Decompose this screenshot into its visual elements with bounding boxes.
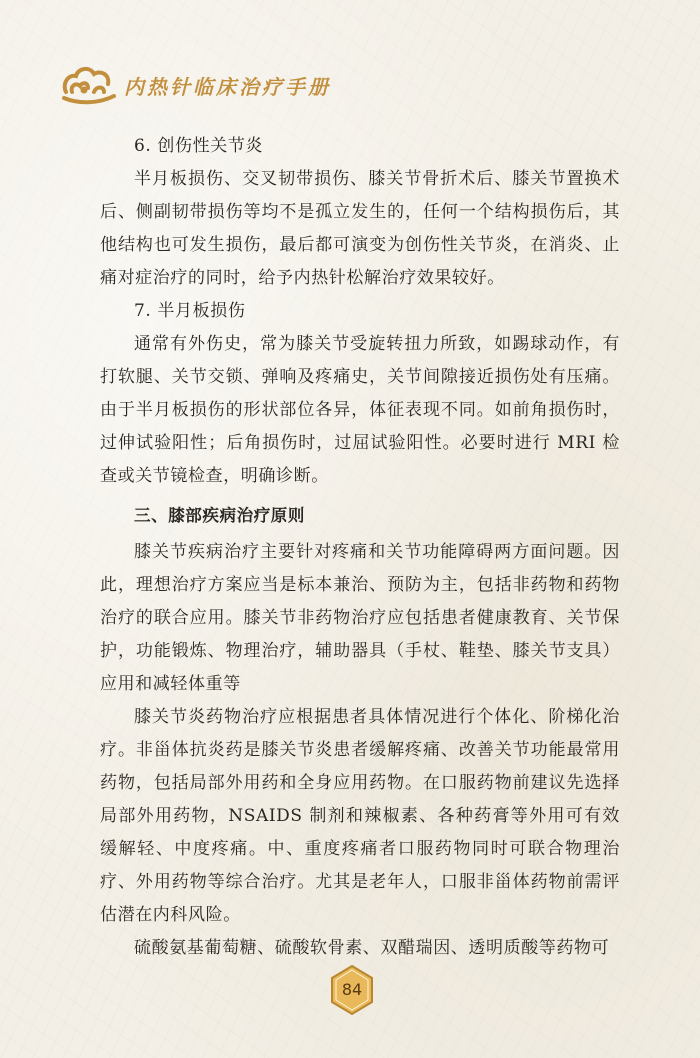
section-heading: 三、膝部疾病治疗原则 bbox=[134, 506, 305, 525]
subsection-heading: 6. 创伤性关节炎 bbox=[134, 136, 264, 156]
page-body bbox=[100, 130, 620, 965]
paragraph: 通常有外伤史，常为膝关节受旋转扭力所致，如踢球动作，有打软腿、关节交锁、弹响及疼痛史，关节间隙接近损伤处有压痛。由于半月板损伤的形状部位各异，体征表现不同。如前角损伤时，过伸试验阳性；后角损伤时，过屈试验阳性。必要时进行 MRI 检查或关节镜检查，明确诊断。 bbox=[100, 334, 620, 486]
subsection-heading: 7. 半月板损伤 bbox=[134, 301, 246, 321]
cloud-scroll-icon bbox=[58, 62, 118, 108]
running-header-title: 内热针临床治疗手册 bbox=[124, 74, 331, 99]
paragraph: 半月板损伤、交叉韧带损伤、膝关节骨折术后、膝关节置换术后、侧副韧带损伤等均不是孤立发生的，任何一个结构损伤后，其他结构也可发生损伤，最后都可演变为创伤性关节炎，在消炎、止痛对症治疗的同时，给予内热针松解治疗效果较好。 bbox=[100, 169, 620, 288]
paragraph: 膝关节疾病治疗主要针对疼痛和关节功能障碍两方面问题。因此，理想治疗方案应当是标本兼治、预防为主，包括非药物和药物治疗的联合应用。膝关节非药物治疗应包括患者健康教育、关节保护，功能锻炼、物理治疗，辅助器具（手杖、鞋垫、膝关节支具）应用和减轻体重等 bbox=[100, 542, 620, 694]
paragraph: 硫酸氨基葡萄糖、硫酸软骨素、双醋瑞因、透明质酸等药物可 bbox=[134, 938, 610, 958]
paragraph: 膝关节炎药物治疗应根据患者具体情况进行个体化、阶梯化治疗。非甾体抗炎药是膝关节炎患者缓解疼痛、改善关节功能最常用药物，包括局部外用药和全身应用药物。在口服药物前建议先选择局部外用药物，NSAIDS 制剂和辣椒素、各种药膏等外用可有效缓解轻、中度疼痛。中、重度疼痛者口服药物同时可联合物理治疗、外用药物等综合治疗。尤其是老年人，口服非甾体药物前需评估潜在内科风险。 bbox=[100, 707, 620, 925]
page-header bbox=[58, 60, 331, 110]
page-number-badge bbox=[329, 964, 375, 1016]
page-number: 84 bbox=[341, 980, 363, 999]
